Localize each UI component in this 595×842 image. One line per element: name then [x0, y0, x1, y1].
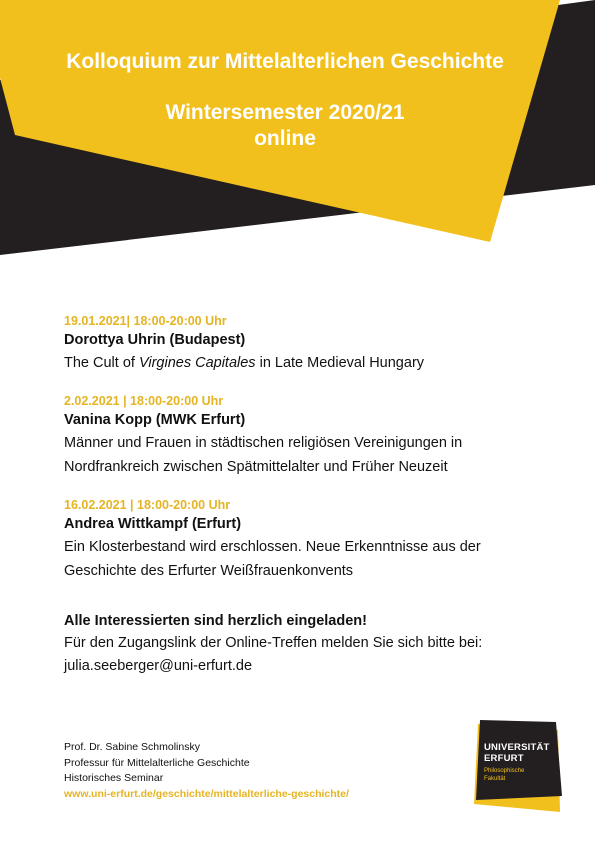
header	[0, 48, 570, 152]
contact-email[interactable]: julia.seeberger@uni-erfurt.de	[64, 658, 253, 674]
event-date: 2.02.2021 | 18:00-20:00 Uhr	[64, 394, 224, 408]
mode-label: online	[254, 127, 316, 150]
logo-text	[484, 742, 564, 783]
footer	[64, 740, 444, 802]
event-list	[64, 313, 564, 601]
logo-faculty-line1: Philosophische	[484, 768, 525, 774]
event-title-line: Ein Klosterbestand wird erschlossen. Neue Erkenntnisse aus der	[64, 539, 481, 555]
event-speaker: Vanina Kopp (MWK Erfurt)	[64, 412, 246, 428]
invitation-headline: Alle Interessierten sind herzlich eingeladen!	[64, 613, 367, 629]
event-title-italic: Virgines Capitales	[138, 355, 256, 371]
logo-faculty-line2: Fakultät	[484, 776, 506, 782]
event-title	[64, 351, 564, 375]
semester-label: Wintersemester 2020/21	[165, 101, 405, 124]
logo-university: UNIVERSITÄT	[484, 742, 550, 753]
event-item	[64, 497, 564, 583]
event-title-part: in Late Medieval Hungary	[255, 355, 425, 371]
footer-seminar: Historisches Seminar	[64, 772, 164, 784]
event-title-line: Männer und Frauen in städtischen religiösen Vereinigungen in	[64, 435, 463, 451]
event-item	[64, 313, 564, 375]
invitation	[64, 611, 564, 678]
event-date: 19.01.2021| 18:00-20:00 Uhr	[64, 314, 227, 328]
page-title: Kolloquium zur Mittelalterlichen Geschichte	[66, 50, 504, 73]
event-title-line: Nordfrankreich zwischen Spätmittelalter und Früher Neuzeit	[64, 459, 448, 475]
invitation-text: Für den Zugangslink der Online-Treffen melden Sie sich bitte bei:	[64, 635, 483, 651]
logo-erfurt: ERFURT	[484, 753, 524, 764]
event-speaker: Andrea Wittkampf (Erfurt)	[64, 516, 242, 532]
event-item	[64, 393, 564, 479]
footer-url-link[interactable]: www.uni-erfurt.de/geschichte/mittelalterliche-geschichte/	[64, 787, 349, 800]
footer-chair: Professur für Mittelalterliche Geschichte	[64, 756, 250, 769]
event-date: 16.02.2021 | 18:00-20:00 Uhr	[64, 498, 231, 512]
event-speaker: Dorottya Uhrin (Budapest)	[64, 332, 246, 348]
event-title-line: Geschichte des Erfurter Weißfrauenkonvents	[64, 563, 354, 579]
event-title-part: The Cult of	[64, 355, 139, 371]
footer-name: Prof. Dr. Sabine Schmolinsky	[64, 741, 200, 753]
